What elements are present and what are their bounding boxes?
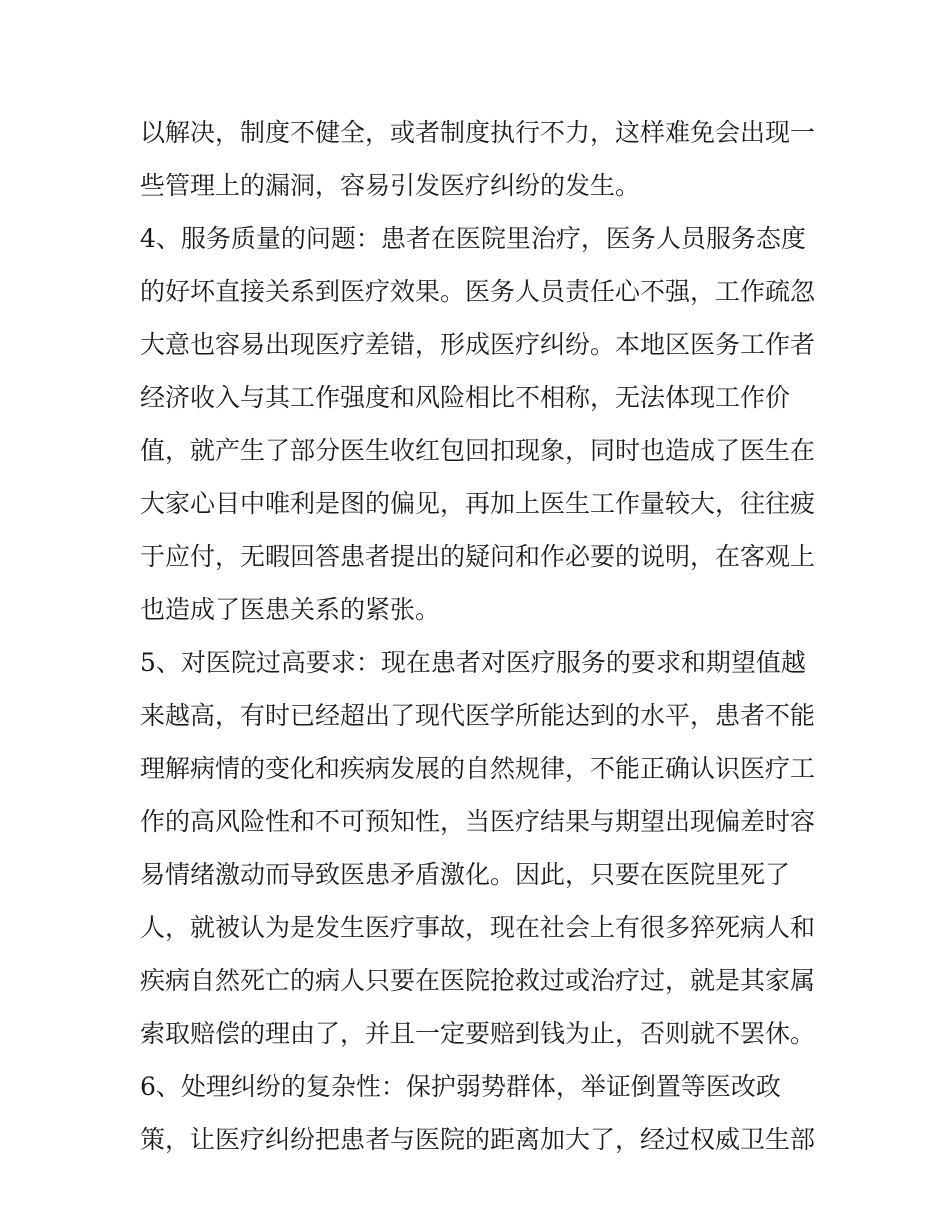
text-line: 大家心目中唯利是图的偏见，再加上医生工作量较大，往往疲 — [140, 489, 816, 518]
text-line: 的好坏直接关系到医疗效果。医务人员责任心不强，工作疏忽 — [140, 277, 816, 306]
text-line: 也造成了医患关系的紧张。 — [140, 595, 441, 624]
text-line: 理解病情的变化和疾病发展的自然规律，不能正确认识医疗工 — [140, 754, 816, 783]
text-line: 以解决，制度不健全，或者制度执行不力，这样难免会出现一 — [140, 118, 816, 147]
text-line: 疾病自然死亡的病人只要在医院抢救过或治疗过，就是其家属 — [140, 966, 816, 995]
text-line: 作的高风险性和不可预知性，当医疗结果与期望出现偏差时容 — [140, 807, 816, 836]
text-line: 些管理上的漏洞，容易引发医疗纠纷的发生。 — [140, 171, 641, 200]
text-line: 经济收入与其工作强度和风险相比不相称，无法体现工作价 — [140, 383, 791, 412]
text-line: 索取赔偿的理由了，并且一定要赔到钱为止，否则就不罢休。 — [140, 1019, 816, 1048]
text-line: 4、服务质量的问题：患者在医院里治疗，医务人员服务态度 — [140, 224, 806, 253]
body-text — [140, 106, 840, 1166]
text-line: 值，就产生了部分医生收红包回扣现象，同时也造成了医生在 — [140, 436, 816, 465]
text-line: 易情绪激动而导致医患矛盾激化。因此，只要在医院里死了 — [140, 860, 791, 889]
text-line: 大意也容易出现医疗差错，形成医疗纠纷。本地区医务工作者 — [140, 330, 816, 359]
text-line: 人，就被认为是发生医疗事故，现在社会上有很多猝死病人和 — [140, 913, 816, 942]
text-line: 于应付，无暇回答患者提出的疑问和作必要的说明，在客观上 — [140, 542, 816, 571]
text-line: 5、对医院过高要求：现在患者对医疗服务的要求和期望值越 — [140, 648, 806, 677]
text-line: 6、处理纠纷的复杂性：保护弱势群体，举证倒置等医改政 — [140, 1072, 781, 1101]
text-line: 来越高，有时已经超出了现代医学所能达到的水平，患者不能 — [140, 701, 816, 730]
text-line: 策，让医疗纠纷把患者与医院的距离加大了，经过权威卫生部 — [140, 1125, 816, 1154]
